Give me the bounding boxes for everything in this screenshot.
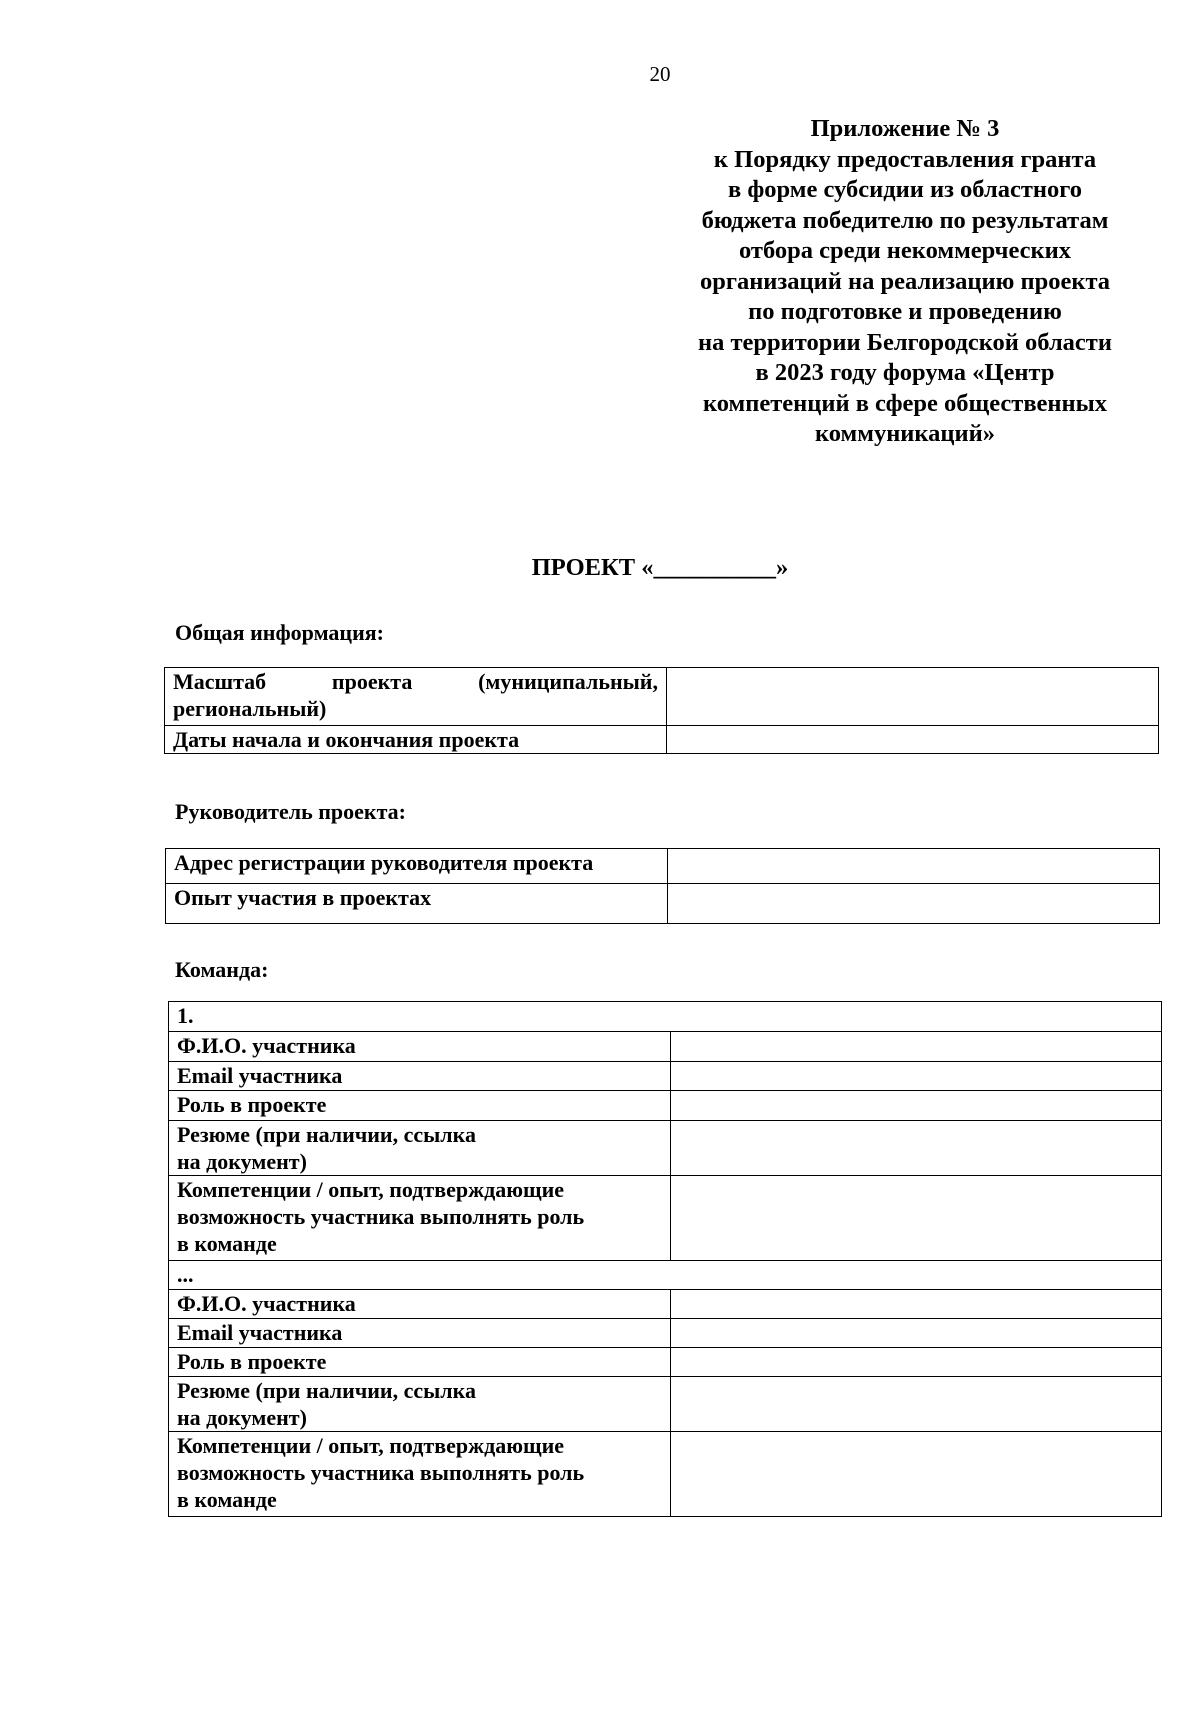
competence-line: возможность участника выполнять роль [177, 1460, 585, 1485]
member-email-label: Email участника [169, 1319, 671, 1348]
scale-label [165, 668, 667, 726]
competence-line: в команде [177, 1231, 277, 1256]
member-role-value-cell[interactable] [671, 1091, 1162, 1121]
leader-address-label: Адрес регистрации руководителя проекта [166, 849, 668, 884]
member-email-value-cell[interactable] [671, 1062, 1162, 1091]
team-member-number: 1. [169, 1002, 1162, 1032]
leader-experience-value-cell[interactable] [668, 884, 1160, 924]
appendix-line: к Порядку предоставления гранта [713, 145, 1097, 173]
member-competence-value-cell[interactable] [671, 1432, 1162, 1517]
member-competence-label [169, 1432, 671, 1517]
resume-line: на документ) [177, 1405, 307, 1430]
dates-label: Даты начала и окончания проекта [165, 726, 667, 754]
competence-line: возможность участника выполнять роль [177, 1204, 585, 1229]
appendix-line: на территории Белгородской области [698, 328, 1112, 356]
appendix-line: в форме субсидии из областного [728, 176, 1082, 203]
general-info-table [164, 667, 1159, 754]
member-fio-value-cell[interactable] [671, 1032, 1162, 1062]
member-email-label: Email участника [169, 1062, 671, 1091]
dates-value-cell[interactable] [667, 726, 1159, 754]
appendix-line: бюджета победителю по результатам [701, 206, 1109, 234]
project-title: ПРОЕКТ «__________» [531, 554, 789, 581]
competence-line: Компетенции / опыт, подтверждающие [177, 1433, 565, 1458]
scale-value-cell[interactable] [667, 668, 1159, 726]
member-resume-label [169, 1377, 671, 1432]
competence-line: Компетенции / опыт, подтверждающие [177, 1177, 565, 1202]
team-member-separator: ... [169, 1261, 1162, 1290]
member-role-label: Роль в проекте [169, 1348, 671, 1377]
scale-word: (муниципальный, [478, 669, 658, 694]
resume-line: Резюме (при наличии, ссылка [177, 1122, 476, 1147]
appendix-line: организаций на реализацию проекта [699, 267, 1111, 295]
appendix-line: компетенций в сфере общественных [702, 389, 1108, 417]
appendix-line: коммуникаций» [814, 420, 996, 447]
team-heading: Команда: [175, 957, 269, 982]
member-role-value-cell[interactable] [671, 1348, 1162, 1377]
appendix-line: по подготовке и проведению [748, 298, 1062, 325]
leader-address-value-cell[interactable] [668, 849, 1160, 884]
appendix-line: отбора среди некоммерческих [738, 237, 1071, 264]
appendix-header [640, 114, 1170, 450]
member-email-value-cell[interactable] [671, 1319, 1162, 1348]
member-fio-label: Ф.И.О. участника [169, 1032, 671, 1062]
leader-table [165, 848, 1160, 924]
general-info-heading: Общая информация: [175, 620, 384, 645]
member-competence-value-cell[interactable] [671, 1176, 1162, 1261]
member-fio-label: Ф.И.О. участника [169, 1290, 671, 1319]
member-resume-value-cell[interactable] [671, 1377, 1162, 1432]
competence-line: в команде [177, 1487, 277, 1512]
page-number: 20 [649, 62, 671, 86]
member-competence-label [169, 1176, 671, 1261]
scale-word: Масштаб [173, 669, 267, 694]
leader-heading: Руководитель проекта: [175, 799, 406, 824]
scale-label-line2: региональный) [173, 696, 327, 721]
leader-experience-label: Опыт участия в проектах [166, 884, 668, 924]
member-role-label: Роль в проекте [169, 1091, 671, 1121]
member-fio-value-cell[interactable] [671, 1290, 1162, 1319]
member-resume-value-cell[interactable] [671, 1121, 1162, 1176]
resume-line: на документ) [177, 1149, 307, 1174]
resume-line: Резюме (при наличии, ссылка [177, 1378, 476, 1403]
appendix-line: в 2023 году форума «Центр [755, 359, 1055, 386]
appendix-line: Приложение № 3 [810, 115, 1000, 142]
member-resume-label [169, 1121, 671, 1176]
scale-word: проекта [331, 669, 413, 694]
team-table [168, 1001, 1162, 1517]
